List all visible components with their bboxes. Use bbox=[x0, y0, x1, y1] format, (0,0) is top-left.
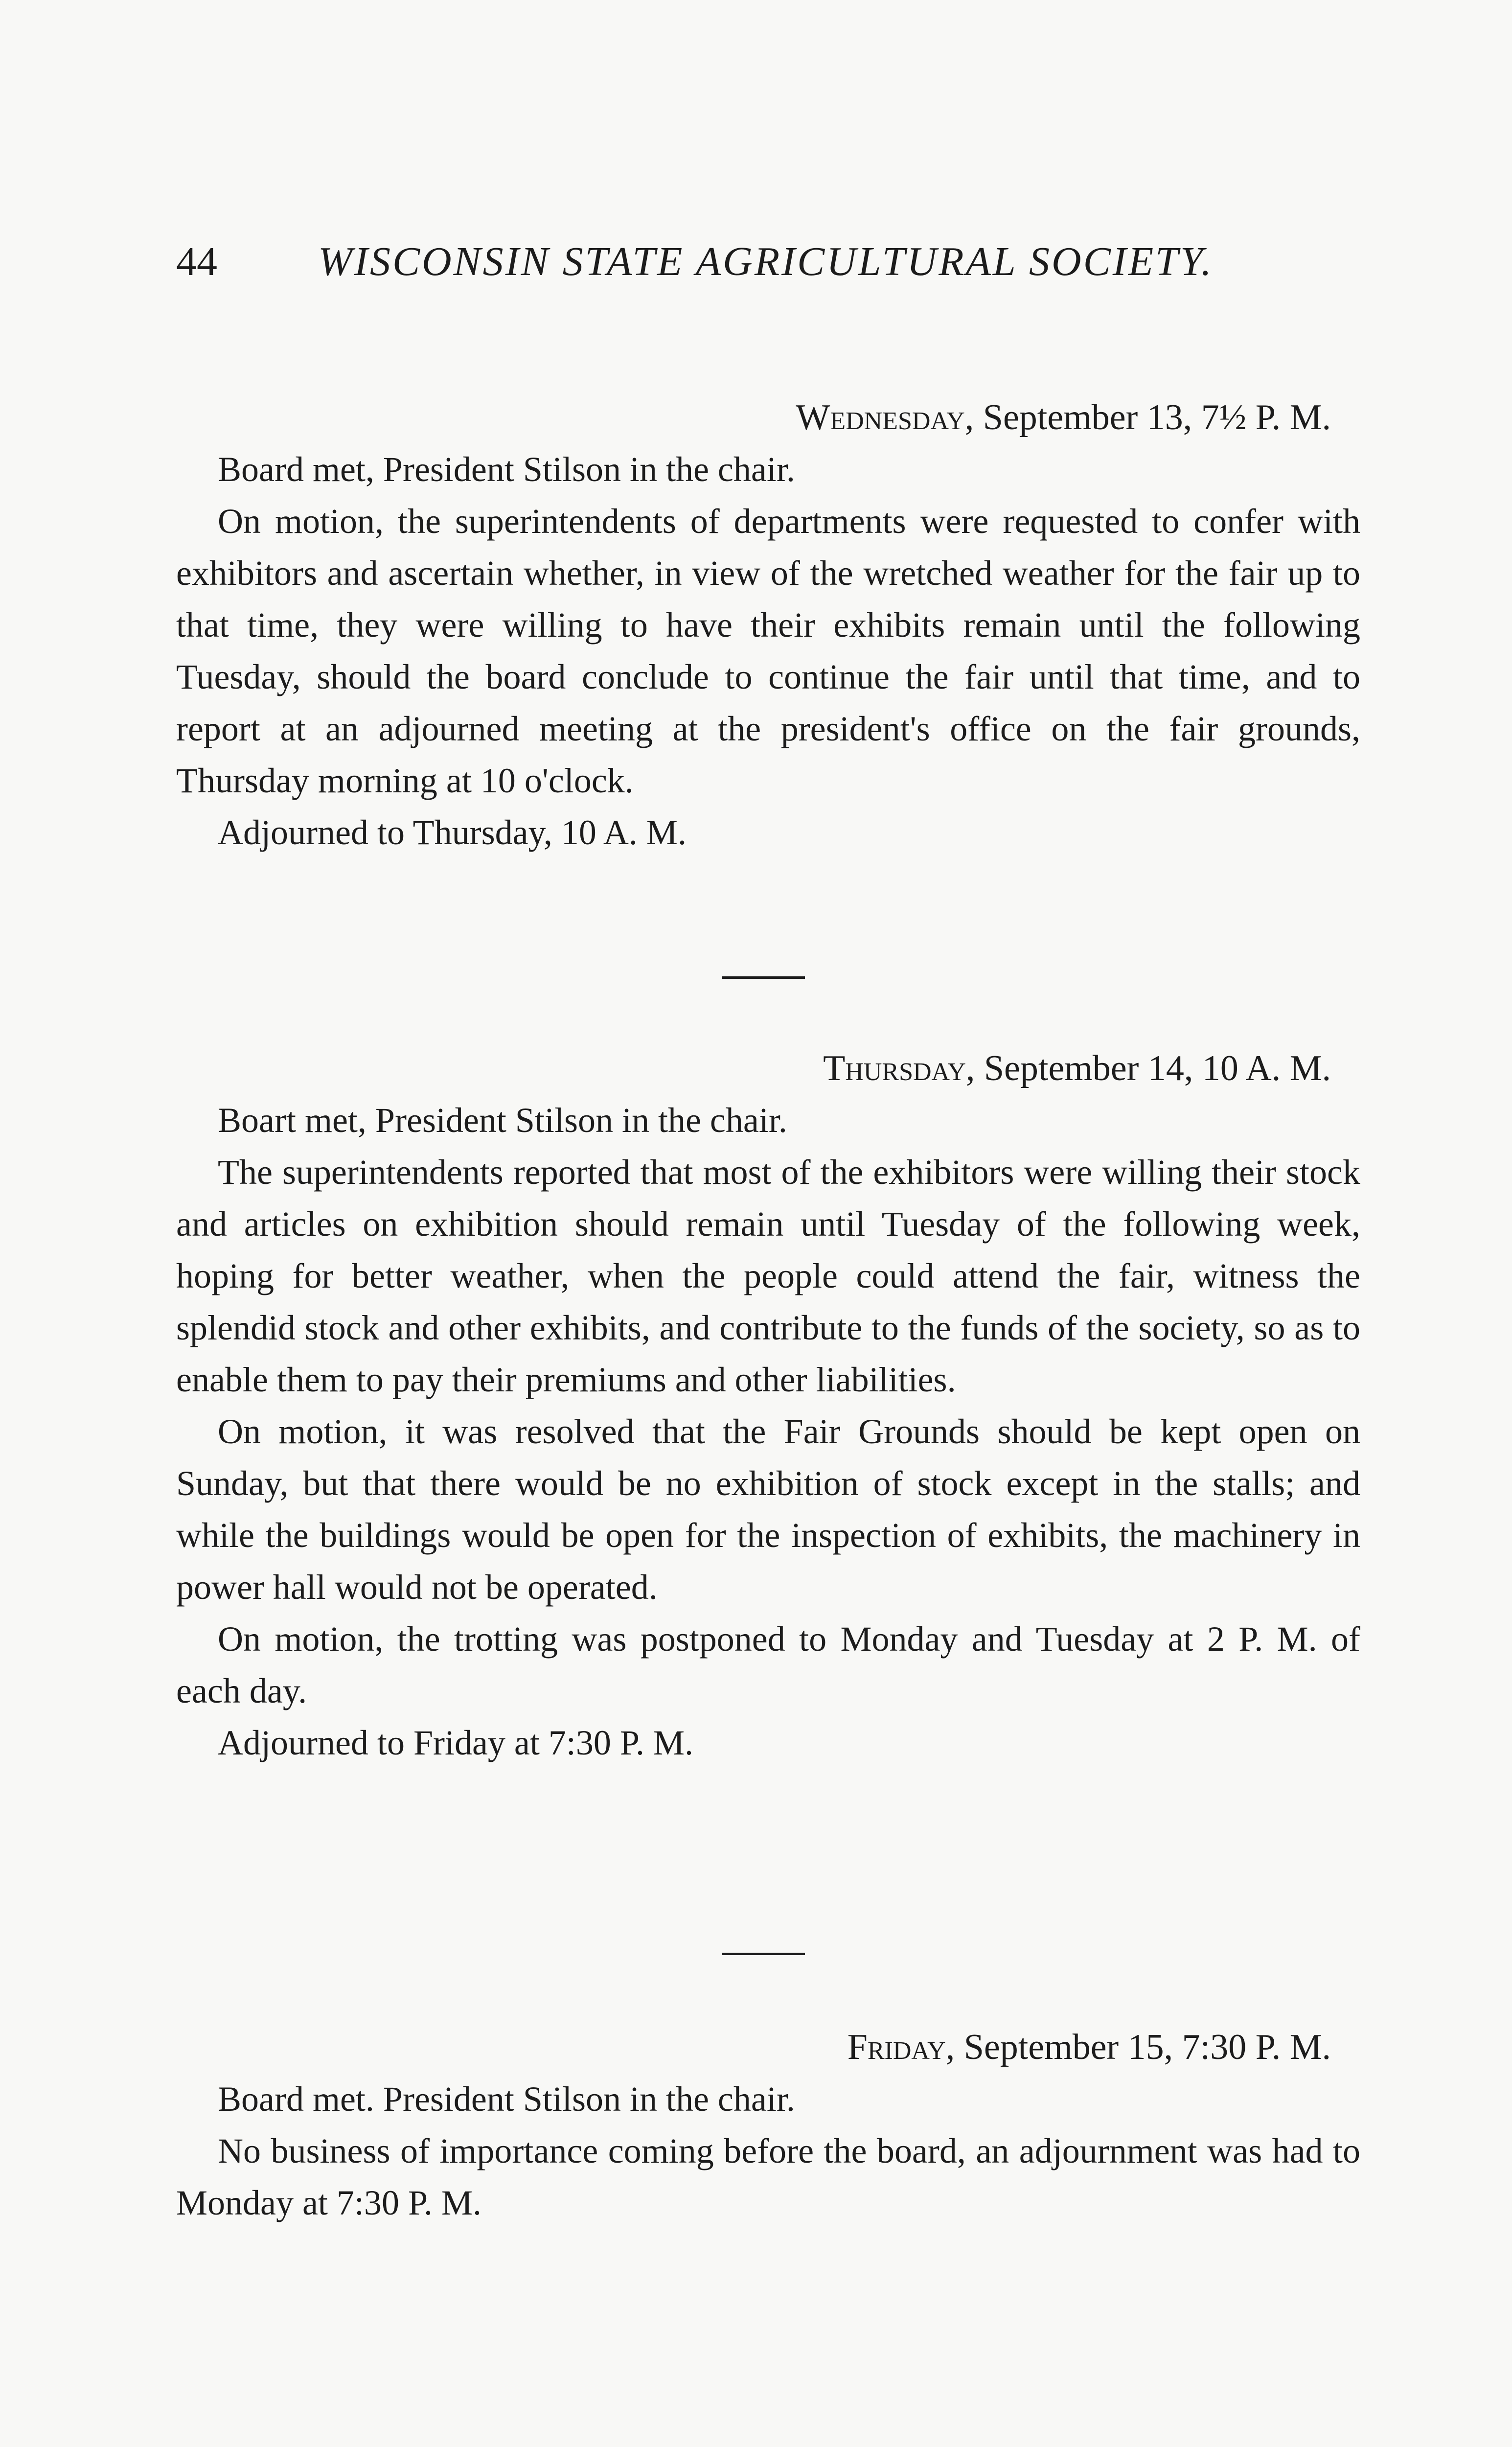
friday-para-1: Board met. President Stilson in the chair. bbox=[218, 2079, 795, 2119]
wednesday-para-2: On motion, the superintendents of departments were requested to confer with exhibitors and ascertain whether, in view of the wretched weather for the fair up to that time, they were willing to have their exhibits remain until the following Tuesday, should the board conclude to continue the fair until that time, and to report at an adjourned meeting at the president's office on the fair grounds, Thursday morning at 10 o'clock. bbox=[176, 502, 1360, 800]
wednesday-para-1: Board met, President Stilson in the chair. bbox=[218, 450, 795, 489]
wednesday-entry bbox=[176, 392, 1360, 858]
friday-day: Friday bbox=[847, 2027, 946, 2067]
wednesday-date: , September 13, 7½ P. M. bbox=[964, 397, 1331, 438]
thursday-dateline bbox=[176, 1042, 1360, 1094]
thursday-para-2: The superintendents reported that most of the exhibitors were willing their stock and articles on exhibition should remain until Tuesday of the following week, hoping for better weather, when the people could attend the fair, witness the splendid stock and other exhibits, and contribute to the funds of the society, so as to enable them to pay their premiums and other liabilities. bbox=[176, 1153, 1360, 1399]
thursday-para-3: On motion, it was resolved that the Fair Grounds should be kept open on Sunday, but that there would be no exhibition of stock except in the stalls; and while the buildings would be open for the inspection of exhibits, the machinery in power hall would not be operated. bbox=[176, 1412, 1360, 1607]
wednesday-dateline bbox=[176, 392, 1360, 443]
wednesday-para-3: Adjourned to Thursday, 10 A. M. bbox=[218, 813, 687, 852]
wednesday-day: Wednesday bbox=[796, 397, 965, 438]
section-divider-2 bbox=[722, 1953, 805, 1955]
thursday-date: , September 14, 10 A. M. bbox=[965, 1048, 1331, 1088]
thursday-day: Thursday bbox=[823, 1048, 966, 1088]
friday-dateline bbox=[176, 2021, 1360, 2073]
friday-date: , September 15, 7:30 P. M. bbox=[945, 2027, 1331, 2067]
thursday-para-1: Boart met, President Stilson in the chair. bbox=[218, 1101, 787, 1140]
page-number: 44 bbox=[176, 239, 217, 284]
section-divider-1 bbox=[722, 976, 805, 979]
friday-entry bbox=[176, 2021, 1360, 2229]
book-page bbox=[176, 210, 1360, 2315]
page-header bbox=[176, 230, 1360, 294]
thursday-para-4: On motion, the trotting was postponed to Monday and Tuesday at 2 P. M. of each day. bbox=[176, 1619, 1360, 1710]
friday-para-2: No business of importance coming before the board, an adjournment was had to Monday at 7:30 P. M. bbox=[176, 2131, 1360, 2222]
thursday-entry bbox=[176, 1042, 1360, 1769]
running-head: WISCONSIN STATE AGRICULTURAL SOCIETY. bbox=[318, 239, 1214, 284]
thursday-para-5: Adjourned to Friday at 7:30 P. M. bbox=[218, 1723, 693, 1762]
